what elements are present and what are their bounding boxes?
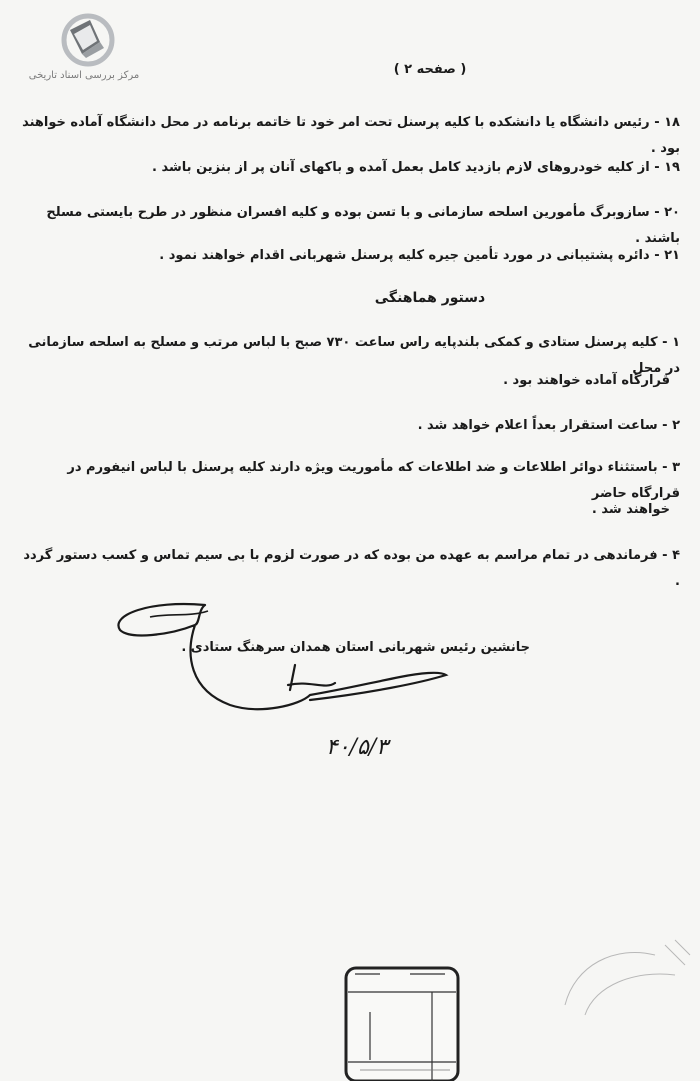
book-logo-icon <box>60 12 116 68</box>
paragraph-18: ۱۸ - رئیس دانشگاه یا دانشکده با کلیه پرسنل تحت امر خود تا خاتمه برنامه در محل دانشگاه آماده خواهند بود . <box>22 115 680 156</box>
signatory-title: جانشین رئیس شهربانی استان همدان سرهنگ ستادی . <box>181 640 530 655</box>
coordination-item-3-line1: ۳ - باستثناء دوائر اطلاعات و ضد اطلاعات که مأموریت ویژه دارند کلیه پرسنل با لباس انیفورم در قرارگاه حاضر <box>67 460 680 501</box>
paragraph-19: ۱۹ - از کلیه خودروهای لازم بازدید کامل بعمل آمده و باکهای آنان پر از بنزین باشد . <box>152 160 680 175</box>
logo-caption: مرکز بررسی اسناد تاریخی <box>28 70 140 81</box>
handwritten-signature <box>110 595 450 725</box>
registration-stamp-box <box>340 962 465 1081</box>
section-heading: دستور هماهنگی <box>374 290 486 306</box>
coordination-item-1-line2: قرارگاه آماده خواهند بود . <box>503 373 670 388</box>
paragraph-21: ۲۱ - دائره پشتیبانی در مورد تأمین جیره کلیه پرسنل شهربانی اقدام خواهند نمود . <box>159 248 680 263</box>
paragraph-20: ۲۰ - سازوبرگ مأمورین اسلحه سازمانی و با تسن بوده و کلیه افسران منظور در طرح بایستی مسلح باشند . <box>46 205 680 246</box>
archive-logo <box>14 12 144 82</box>
coordination-item-4: ۴ - فرماندهی در تمام مراسم به عهده من بوده که در صورت لزوم با بی سیم تماس و کسب دستور گردد . <box>23 548 680 589</box>
coordination-item-3-line2: خواهند شد . <box>591 502 670 517</box>
coordination-item-2: ۲ - ساعت استقرار بعداً اعلام خواهد شد . <box>417 418 680 433</box>
coordination-item-1-line1: ۱ - کلیه پرسنل ستادی و کمکی بلندپایه راس ساعت ۷۳۰ صبح با لباس مرتب و مسلح به اسلحه سازمانی در محل <box>28 335 680 376</box>
handwritten-date: ۴۰/۵/۳ <box>325 735 388 760</box>
page-number: ( صفحه ۲ ) <box>393 62 467 77</box>
faint-stamp-marks <box>545 925 695 1025</box>
